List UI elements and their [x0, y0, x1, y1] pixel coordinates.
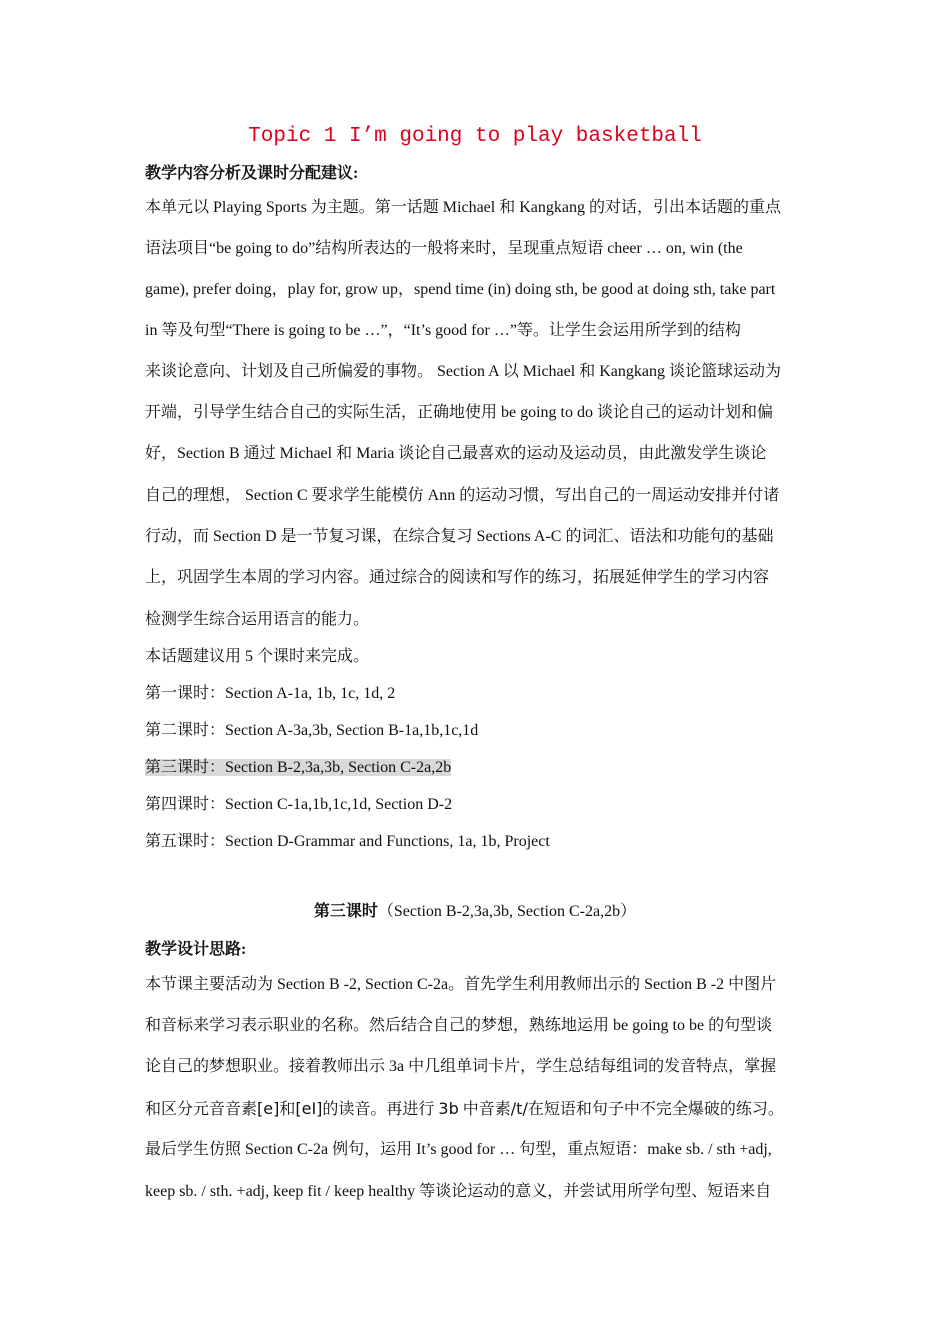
- analysis-line: 本单元以 Playing Sports 为主题。第一话题 Michael 和 Kangkang 的对话，引出本话题的重点: [145, 199, 781, 216]
- design-heading: 教学设计思路:: [145, 941, 247, 958]
- analysis-line: 行动，而 Section D 是一节复习课，在综合复习 Sections A-C 的词汇、语法和功能句的基础: [145, 528, 774, 545]
- analysis-line: 来谈论意向、计划及自己所偏爱的事物。 Section A 以 Michael 和 Kangkang 谈论篮球运动为: [145, 363, 781, 380]
- phonetic-symbol: [eI]: [295, 1099, 323, 1118]
- design-line: 和音标来学习表示职业的名称。然后结合自己的梦想，熟练地运用 be going to be 的句型谈: [145, 1017, 773, 1034]
- design-line: 最后学生仿照 Section C-2a 例句，运用 It’s good for … 句型，重点短语：make sb. / sth +adj,: [145, 1141, 772, 1158]
- text-segment: 和区分元音音素: [145, 1101, 258, 1118]
- text-segment: 在短语和句子中不完全爆破的练习。: [527, 1101, 784, 1118]
- analysis-line: in 等及句型“There is going to be …”，“It’s good for …”等。让学生会运用所学到的结构: [145, 322, 741, 339]
- analysis-heading: 教学内容分析及课时分配建议:: [145, 165, 359, 182]
- design-line: keep sb. / sth. +adj, keep fit / keep healthy 等谈论运动的意义，并尝试用所学句型、短语来自: [145, 1183, 772, 1200]
- period-item: 第二课时：Section A-3a,3b, Section B-1a,1b,1c,1d: [145, 722, 479, 739]
- design-line-phonetics: [145, 1098, 825, 1121]
- period-item: 第五课时：Section D-Grammar and Functions, 1a, 1b, Project: [145, 833, 550, 850]
- section-number: 3b: [438, 1099, 459, 1118]
- analysis-line: 自己的理想， Section C 要求学生能模仿 Ann 的运动习惯，写出自己的一周运动安排并付诸: [145, 487, 780, 504]
- analysis-line: 上，巩固学生本周的学习内容。通过综合的阅读和写作的练习，拓展延伸学生的学习内容: [145, 569, 770, 586]
- lesson-heading-sections: （Section B-2,3a,3b, Section C-2a,2b）: [377, 903, 637, 920]
- design-line: 本节课主要活动为 Section B -2, Section C-2a。首先学生利用教师出示的 Section B -2 中图片: [145, 976, 777, 993]
- phonetic-symbol: /t/: [510, 1099, 528, 1118]
- highlighted-text: 第三课时：Section B-2,3a,3b, Section C-2a,2b: [145, 759, 452, 776]
- phonetic-symbol: [e]: [257, 1099, 280, 1118]
- analysis-line: game), prefer doing，play for, grow up，spend time (in) doing sth, be good at doing sth, take part: [145, 281, 776, 298]
- analysis-line: 好，Section B 通过 Michael 和 Maria 谈论自己最喜欢的运动及运动员，由此激发学生谈论: [145, 445, 767, 462]
- text-segment: 和: [279, 1101, 296, 1118]
- text-segment: 的读音。再进行: [322, 1101, 439, 1118]
- design-line: 论自己的梦想职业。接着教师出示 3a 中几组单词卡片，学生总结每组词的发音特点，掌握: [145, 1058, 777, 1075]
- analysis-line: 语法项目“be going to do”结构所表达的一般将来时，呈现重点短语 cheer … on, win (the: [145, 240, 743, 257]
- analysis-line: 开端，引导学生结合自己的实际生活，正确地使用 be going to do 谈论自己的运动计划和偏: [145, 404, 773, 421]
- lesson-heading-label: 第三课时: [313, 903, 378, 920]
- text-segment: 中音素: [458, 1101, 511, 1118]
- period-item: 第一课时：Section A-1a, 1b, 1c, 1d, 2: [145, 685, 396, 702]
- period-suggestion: 本话题建议用 5 个课时来完成。: [145, 648, 370, 665]
- period-item-highlighted: [145, 757, 825, 779]
- period-item: 第四课时：Section C-1a,1b,1c,1d, Section D-2: [145, 796, 453, 813]
- analysis-line: 检测学生综合运用语言的能力。: [145, 611, 370, 628]
- lesson-heading: [0, 901, 950, 923]
- document-title: Topic 1 I’m going to play basketball: [248, 125, 702, 148]
